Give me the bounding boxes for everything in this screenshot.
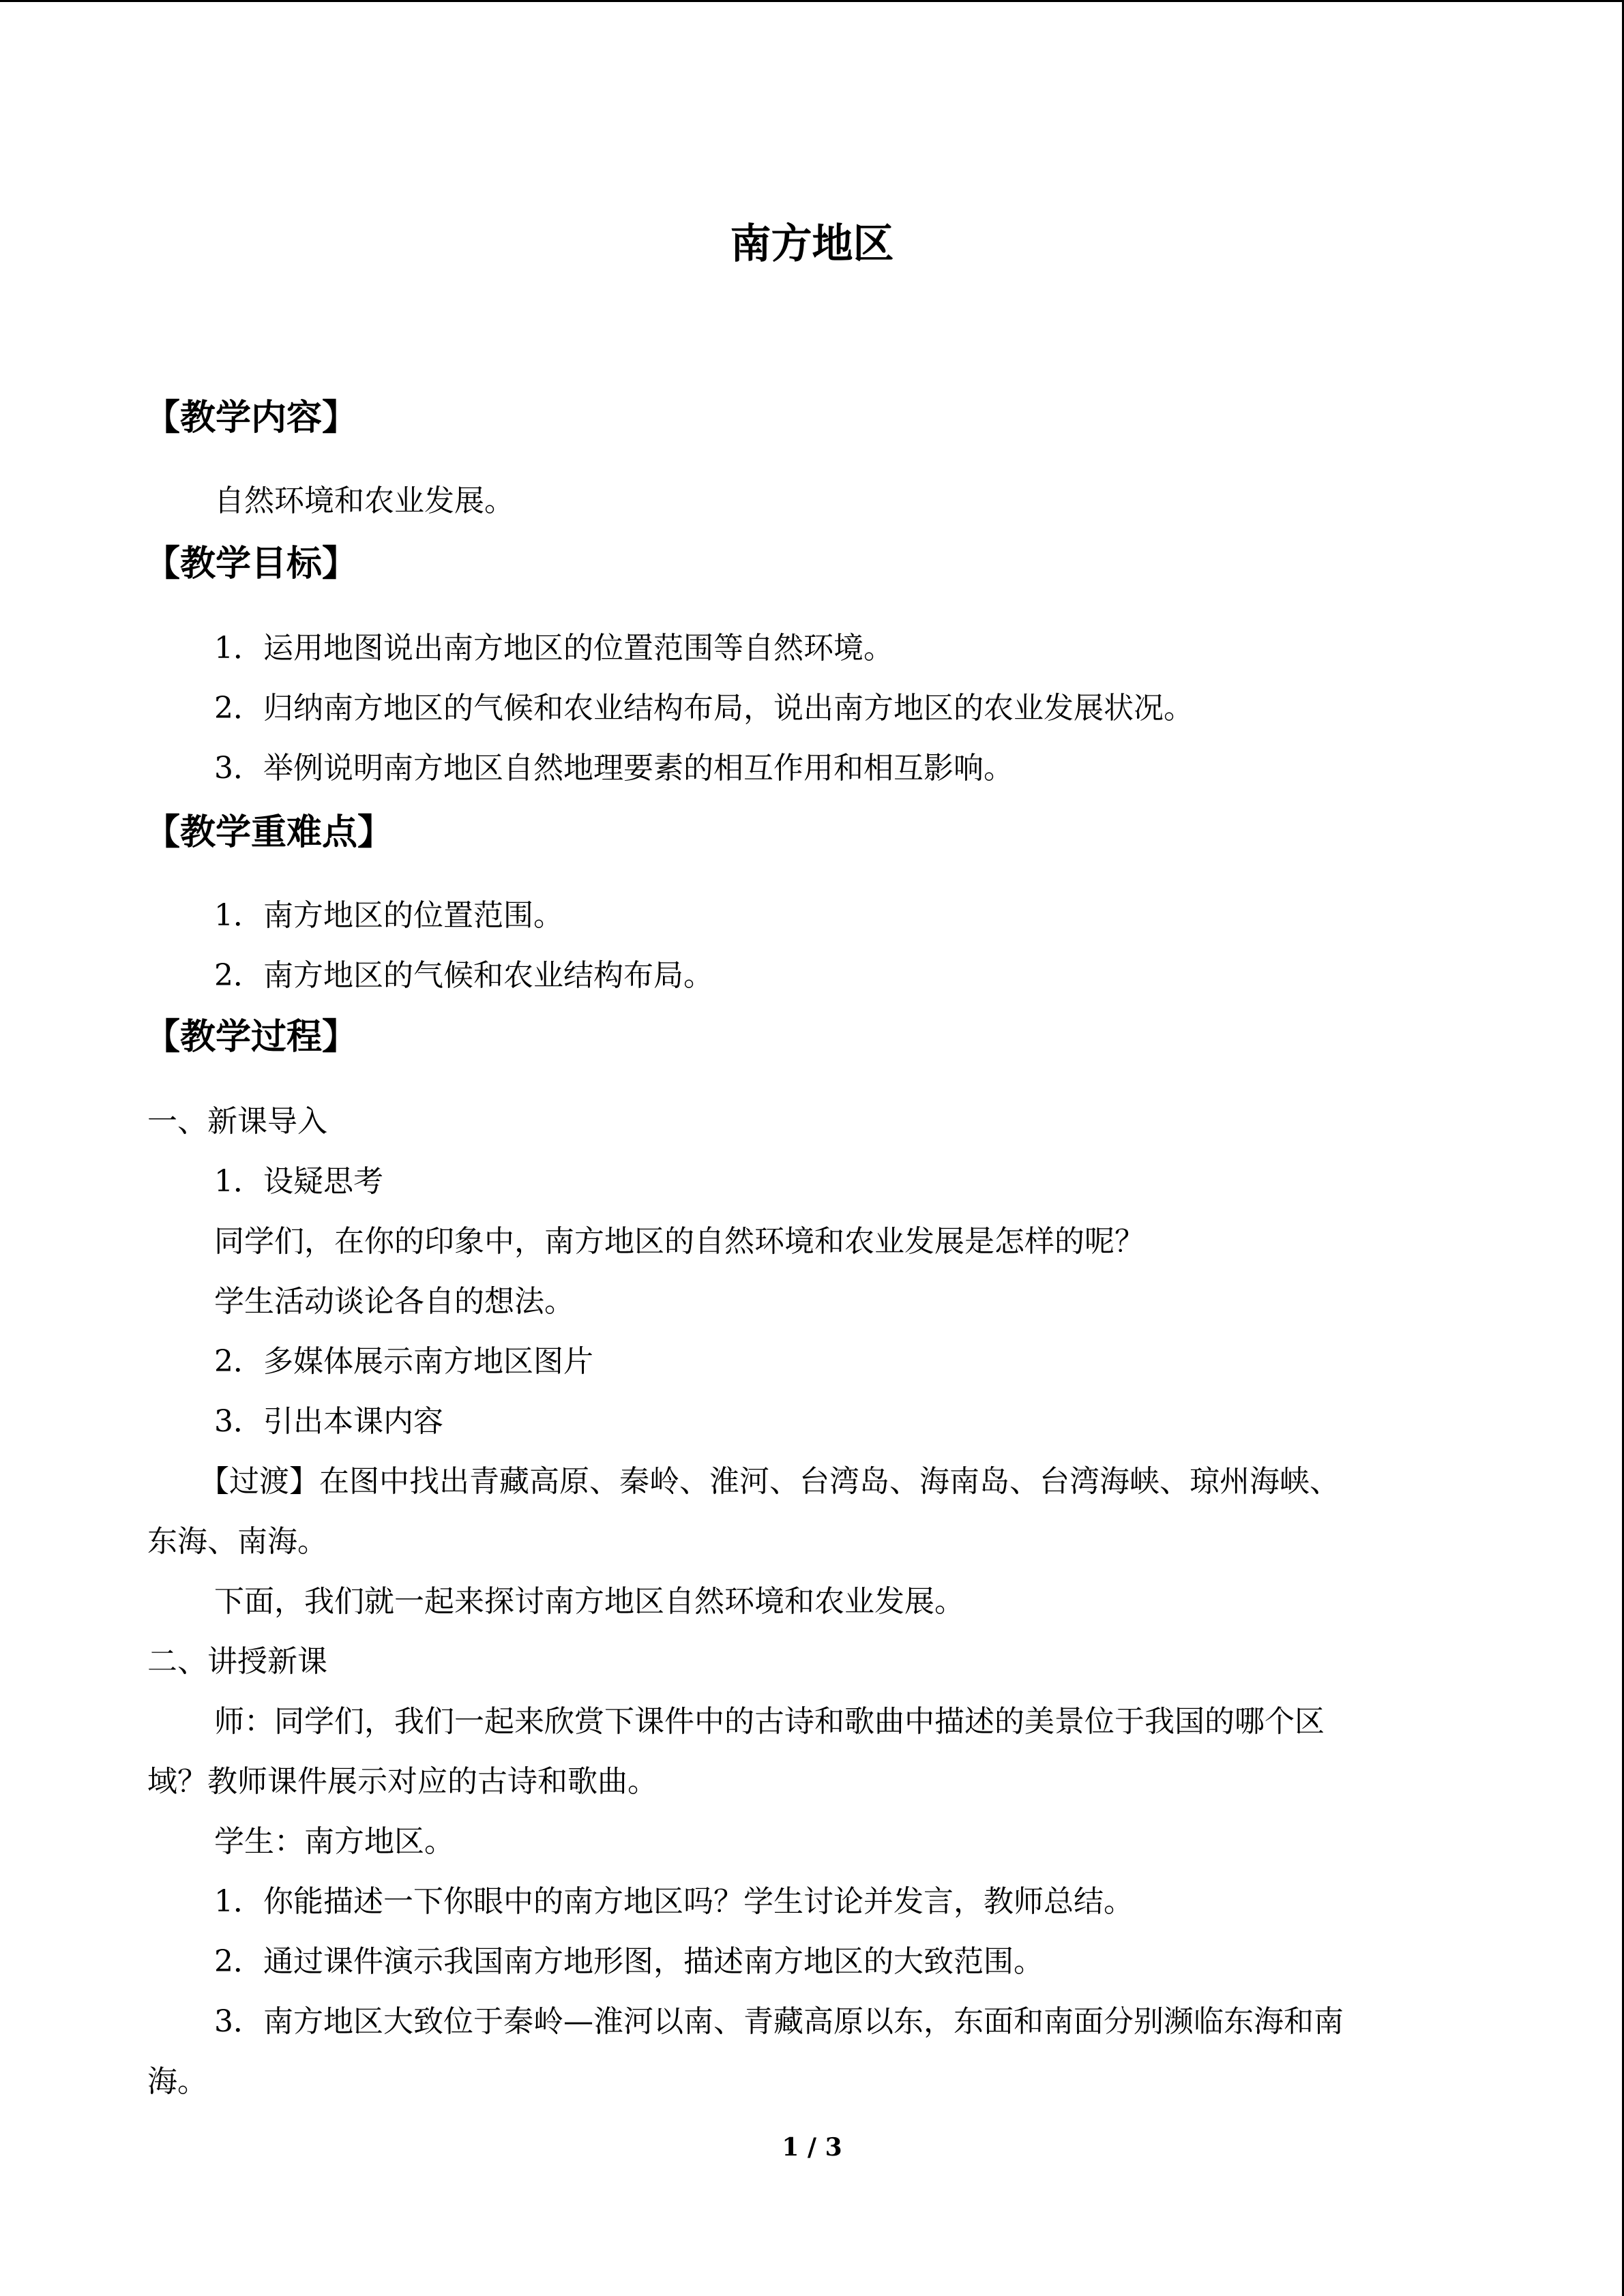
- part2-item-cont: 海。: [147, 2064, 207, 2099]
- document-title: 南方地区: [730, 220, 894, 268]
- teacher-line-cont: 域？教师课件展示对应的古诗和歌曲。: [147, 1764, 658, 1799]
- section-heading-goals: 【教学目标】: [145, 543, 358, 584]
- section-heading-process: 【教学过程】: [145, 1017, 358, 1058]
- part2-item: 3．南方地区大致位于秦岭—淮河以南、青藏高原以东，东面和南面分别濒临东海和南: [214, 2004, 1344, 2039]
- goal-item: 1．运用地图说出南方地区的位置范围等自然环境。: [214, 631, 894, 666]
- goal-item: 3．举例说明南方地区自然地理要素的相互作用和相互影响。: [214, 751, 1014, 786]
- goal-item: 2．归纳南方地区的气候和农业结构布局，说出南方地区的农业发展状况。: [214, 691, 1194, 726]
- transition-line: 【过渡】在图中找出青藏高原、秦岭、淮河、台湾岛、海南岛、台湾海峡、琼州海峡、: [199, 1464, 1340, 1499]
- page-number: 1 / 3: [782, 2133, 842, 2162]
- process-line: 同学们，在你的印象中，南方地区的自然环境和农业发展是怎样的呢？: [214, 1224, 1145, 1259]
- process-part2-title: 二、讲授新课: [147, 1644, 327, 1679]
- process-line: 学生活动谈论各自的想法。: [214, 1284, 574, 1319]
- transition-after: 下面，我们就一起来探讨南方地区自然环境和农业发展。: [214, 1584, 964, 1619]
- process-line: 2．多媒体展示南方地区图片: [214, 1344, 593, 1379]
- content-text: 自然环境和农业发展。: [214, 483, 514, 518]
- section-heading-content: 【教学内容】: [145, 398, 358, 438]
- transition-line-cont: 东海、南海。: [147, 1524, 327, 1559]
- student-line: 学生：南方地区。: [214, 1824, 454, 1859]
- page-border-top: [0, 0, 1624, 2]
- process-line: 3．引出本课内容: [214, 1404, 443, 1439]
- key-point-item: 1．南方地区的位置范围。: [214, 898, 563, 933]
- teacher-line: 师：同学们，我们一起来欣赏下课件中的古诗和歌曲中描述的美景位于我国的哪个区: [214, 1704, 1325, 1739]
- part2-item: 2．通过课件演示我国南方地形图，描述南方地区的大致范围。: [214, 1944, 1044, 1979]
- process-line: 1．设疑思考: [214, 1164, 383, 1199]
- key-point-item: 2．南方地区的气候和农业结构布局。: [214, 958, 713, 993]
- section-heading-key-points: 【教学重难点】: [145, 812, 394, 853]
- process-part1-title: 一、新课导入: [147, 1104, 327, 1139]
- part2-item: 1．你能描述一下你眼中的南方地区吗？学生讨论并发言，教师总结。: [214, 1884, 1134, 1919]
